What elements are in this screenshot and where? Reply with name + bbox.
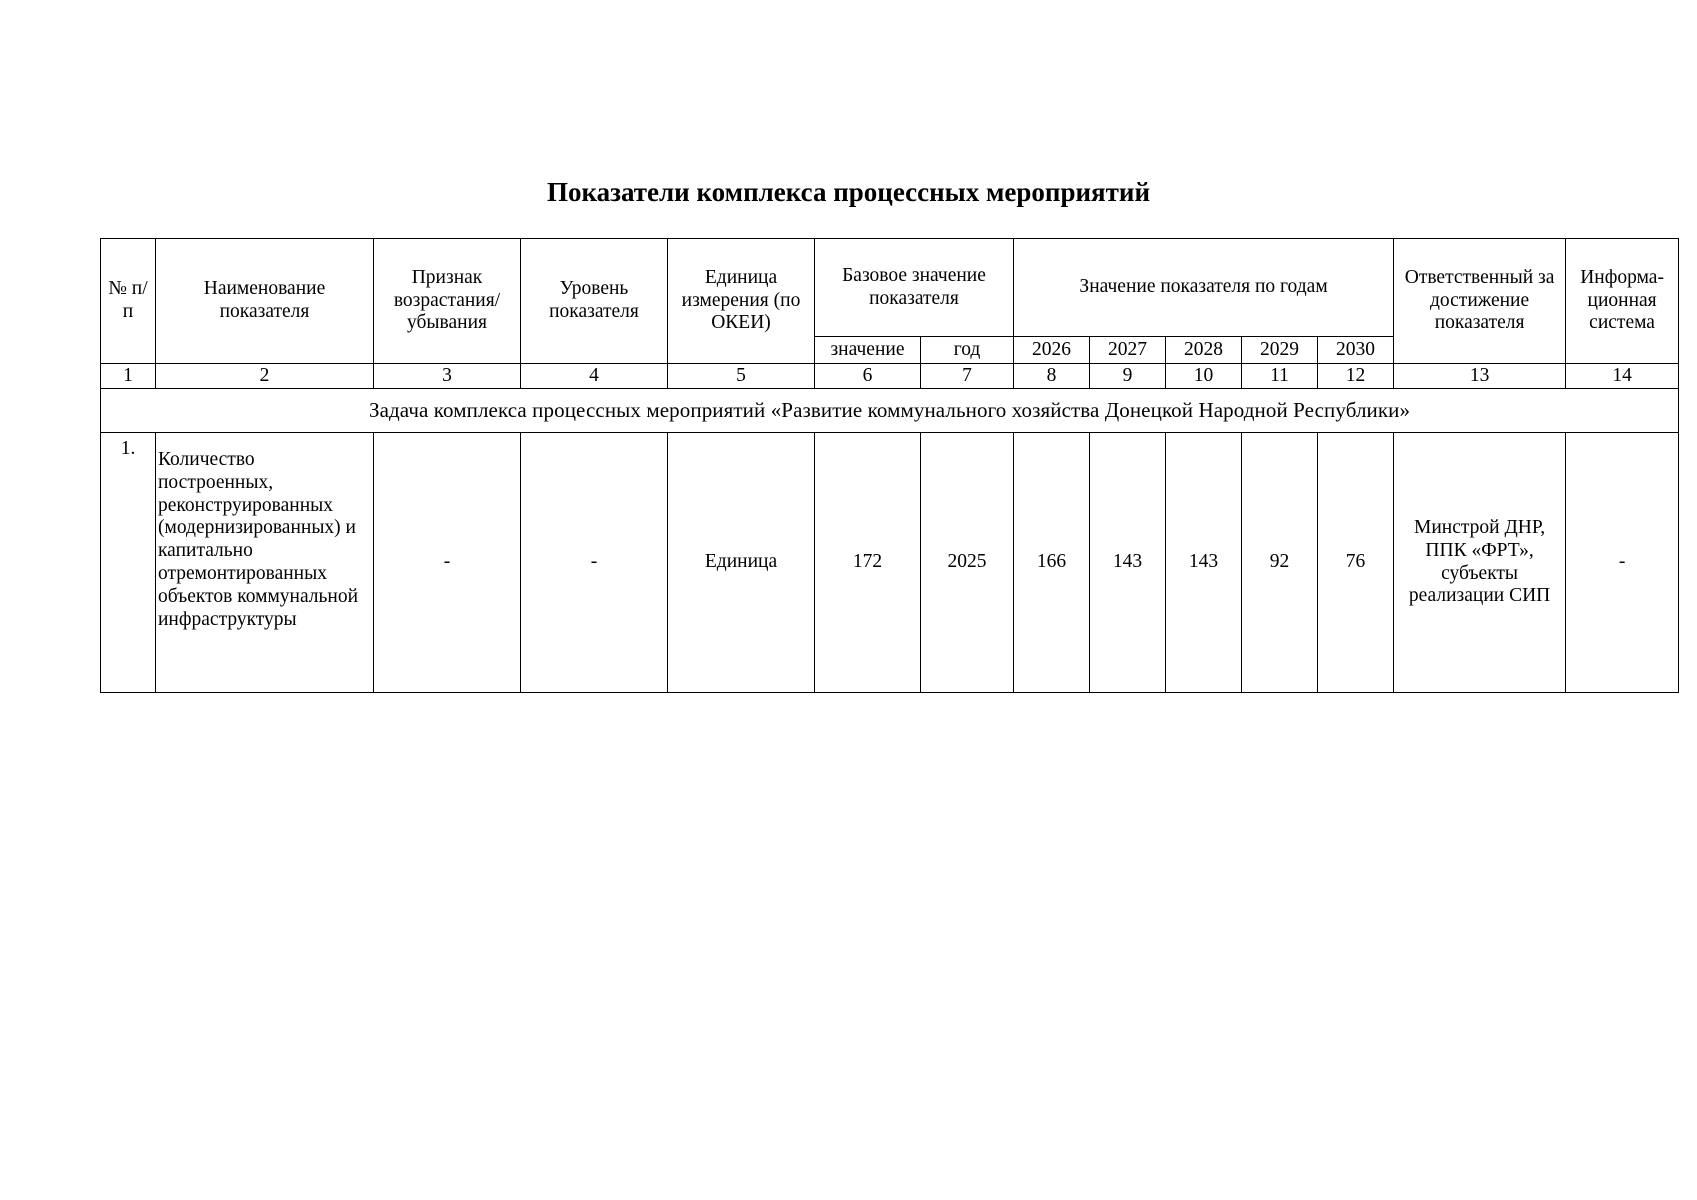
- base-year: 2025: [921, 433, 1014, 693]
- column-number: 6: [815, 364, 921, 389]
- header-responsible: Ответственный за достижение показателя: [1394, 239, 1566, 364]
- row-no: 1.: [101, 433, 156, 693]
- column-number: 11: [1242, 364, 1318, 389]
- indicator-unit: Единица: [668, 433, 815, 693]
- value-2026: 166: [1014, 433, 1090, 693]
- header-unit: Единица измерения (по ОКЕИ): [668, 239, 815, 364]
- table-row: [101, 433, 1679, 693]
- responsible: Минстрой ДНР, ППК «ФРТ», субъекты реализации СИП: [1394, 433, 1566, 693]
- header-name: Наименование показателя: [156, 239, 374, 364]
- column-number: 12: [1318, 364, 1394, 389]
- value-2029: 92: [1242, 433, 1318, 693]
- column-number: 3: [374, 364, 521, 389]
- header-year-2029: 2029: [1242, 337, 1318, 364]
- indicators-table: [100, 238, 1679, 693]
- column-number: 14: [1566, 364, 1679, 389]
- value-2028: 143: [1166, 433, 1242, 693]
- column-number: 4: [521, 364, 668, 389]
- header-by-years: Значение показателя по годам: [1014, 239, 1394, 337]
- value-2027: 143: [1090, 433, 1166, 693]
- info-system: -: [1566, 433, 1679, 693]
- base-value: 172: [815, 433, 921, 693]
- header-info-system: Информа- ционная система: [1566, 239, 1679, 364]
- column-number: 9: [1090, 364, 1166, 389]
- indicator-level: -: [521, 433, 668, 693]
- task-row: [101, 389, 1679, 433]
- column-number: 5: [668, 364, 815, 389]
- indicator-sign: -: [374, 433, 521, 693]
- header-sign: Признак возрастания/ убывания: [374, 239, 521, 364]
- column-number: 7: [921, 364, 1014, 389]
- indicator-name: Количество построенных, реконструированных (модернизированных) и капитально отремонтированных объектов коммунальной инфраструктуры: [156, 433, 374, 693]
- page-title: Показатели комплекса процессных мероприятий: [546, 177, 1151, 207]
- column-number: 10: [1166, 364, 1242, 389]
- column-number: 1: [101, 364, 156, 389]
- header-year-2026: 2026: [1014, 337, 1090, 364]
- column-number: 13: [1394, 364, 1566, 389]
- header-level: Уровень показателя: [521, 239, 668, 364]
- column-number: 2: [156, 364, 374, 389]
- header-base: Базовое значение показателя: [815, 239, 1014, 337]
- column-number-row: [101, 364, 1679, 389]
- header-base-value: значение: [815, 337, 921, 364]
- header-base-year: год: [921, 337, 1014, 364]
- column-number: 8: [1014, 364, 1090, 389]
- value-2030: 76: [1318, 433, 1394, 693]
- header-row-top: [101, 239, 1679, 337]
- header-year-2027: 2027: [1090, 337, 1166, 364]
- header-year-2030: 2030: [1318, 337, 1394, 364]
- header-year-2028: 2028: [1166, 337, 1242, 364]
- header-no: № п/п: [101, 239, 156, 364]
- task-title: Задача комплекса процессных мероприятий «Развитие коммунального хозяйства Донецкой Народной Республики»: [101, 389, 1679, 433]
